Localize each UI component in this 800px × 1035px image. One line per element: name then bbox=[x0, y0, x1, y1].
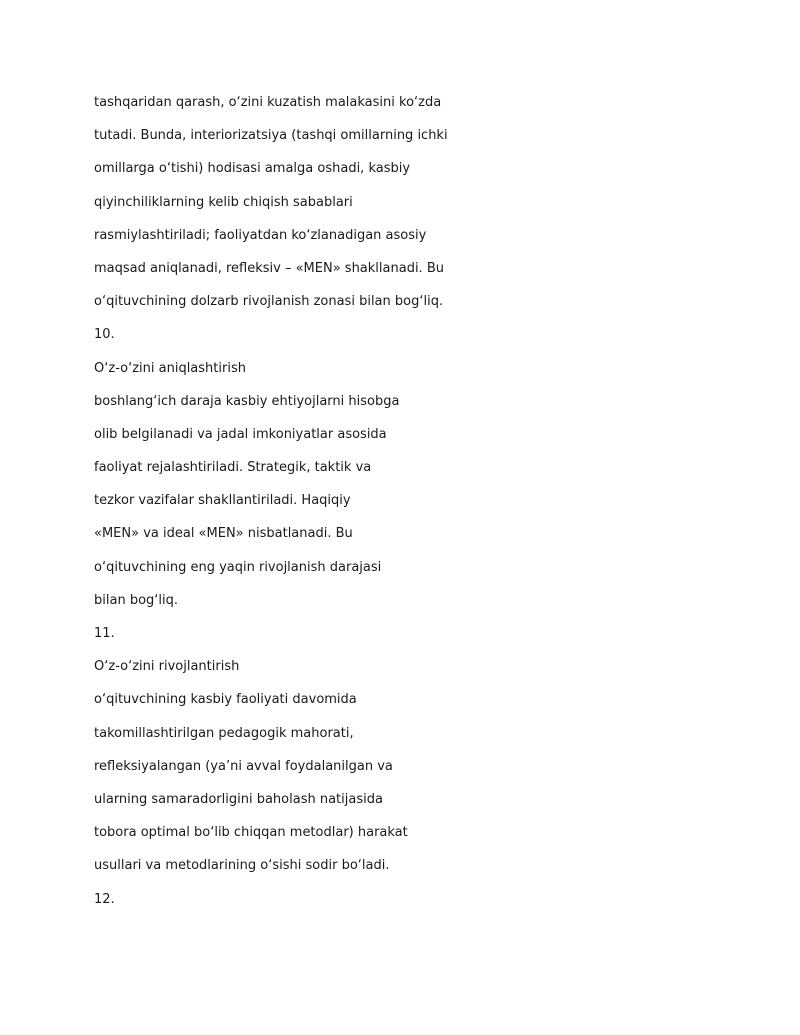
text-line: omillarga o‘tishi) hodisasi amalga oshadi, kasbiy bbox=[94, 161, 411, 177]
text-line: bilan bog‘liq. bbox=[94, 592, 179, 608]
text-line: ularning samaradorligini baholash natijasida bbox=[94, 791, 383, 807]
text-line: rasmiylashtiriladi; faoliyatdan ko‘zlanadigan asosiy bbox=[94, 227, 427, 243]
text-line: usullari va metodlarining o‘sishi sodir bo‘ladi. bbox=[94, 858, 390, 874]
section-heading: O‘z-o‘zini rivojlantirish bbox=[94, 659, 240, 675]
text-line: maqsad aniqlanadi, refleksiv – «MEN» shakllanadi. Bu bbox=[94, 260, 444, 276]
text-line: boshlang‘ich daraja kasbiy ehtiyojlarni hisobga bbox=[94, 393, 400, 409]
text-line: refleksiyalangan (ya’ni avval foydalanilgan va bbox=[94, 758, 393, 774]
section-number: 10. bbox=[94, 327, 115, 343]
text-line: o‘qituvchining eng yaqin rivojlanish darajasi bbox=[94, 559, 382, 575]
text-line: tashqaridan qarash, o‘zini kuzatish malakasini ko‘zda bbox=[94, 95, 442, 110]
document-body bbox=[94, 92, 714, 922]
text-line: takomillashtirilgan pedagogik mahorati, bbox=[94, 725, 354, 741]
text-line: tutadi. Bunda, interiorizatsiya (tashqi omillarning ichki bbox=[94, 128, 448, 144]
section-number: 11. bbox=[94, 626, 115, 641]
text-line: tezkor vazifalar shakllantiriladi. Haqiqiy bbox=[94, 493, 351, 509]
text-line: tobora optimal bo‘lib chiqqan metodlar) harakat bbox=[94, 825, 408, 841]
text-line: o‘qituvchining kasbiy faoliyati davomida bbox=[94, 692, 357, 708]
text-line: qiyinchiliklarning kelib chiqish sabablari bbox=[94, 194, 353, 210]
text-line: faoliyat rejalashtiriladi. Strategik, taktik va bbox=[94, 460, 372, 476]
text-line: o‘qituvchining dolzarb rivojlanish zonasi bilan bog‘liq. bbox=[94, 294, 444, 310]
text-line: olib belgilanadi va jadal imkoniyatlar asosida bbox=[94, 426, 387, 442]
text-line: «MEN» va ideal «MEN» nisbatlanadi. Bu bbox=[94, 526, 353, 542]
section-heading: O‘z-o‘zini aniqlashtirish bbox=[94, 360, 246, 376]
section-number: 12. bbox=[94, 891, 115, 907]
